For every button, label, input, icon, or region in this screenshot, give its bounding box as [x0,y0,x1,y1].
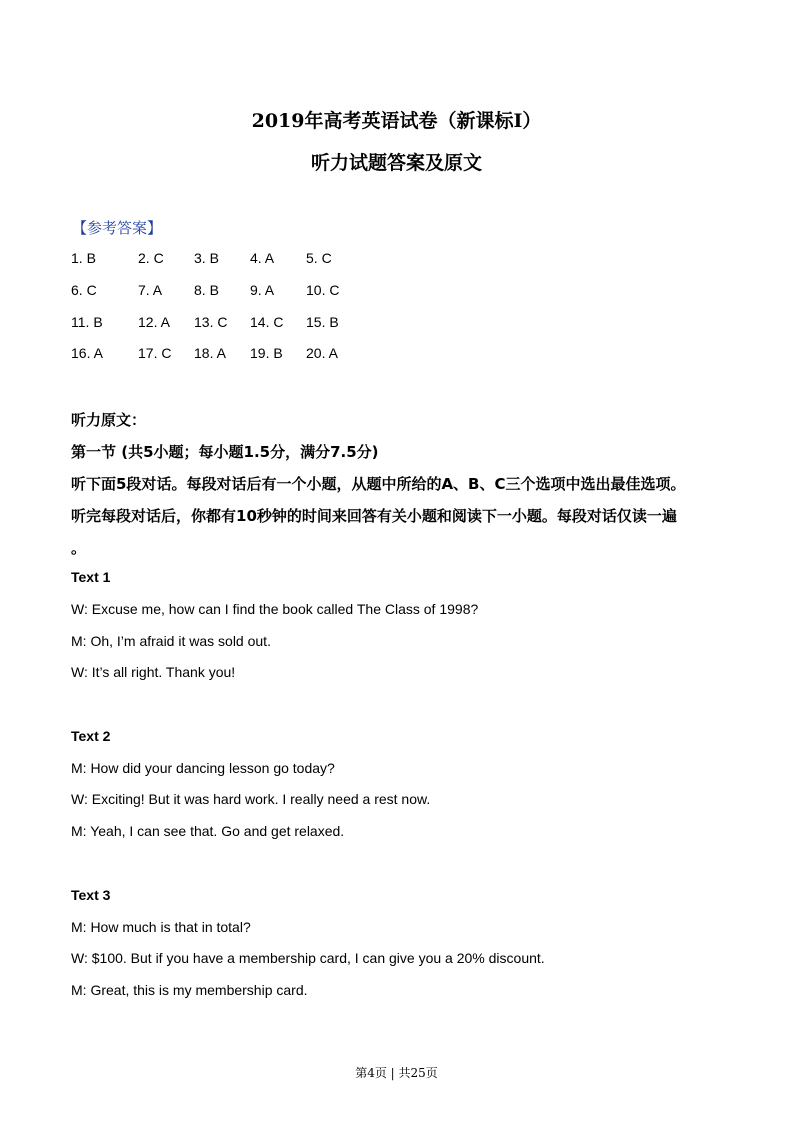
dialog-line: M: Oh, I’m afraid it was sold out. [71,633,271,649]
answer-item: 18. A [194,345,226,361]
answer-item: 13. C [194,314,228,330]
answer-item: 4. A [250,250,275,266]
text-heading: Text 2 [71,728,111,744]
answer-item: 5. C [306,250,332,266]
dialog-line: W: It’s all right. Thank you! [71,664,236,680]
document-title: 2019年高考英语试卷（新课标Ⅰ） [251,110,542,132]
answer-item: 10. C [306,282,340,298]
dialog-line: M: How did your dancing lesson go today? [71,760,335,776]
answer-item: 15. B [306,314,339,330]
instructions-line: 听完每段对话后，你都有10秒钟的时间来回答有关小题和阅读下一小题。每段对话仅读一遍 [71,507,677,525]
instructions-line: 。 [71,539,87,557]
answer-item: 1. B [71,250,96,266]
section-title: 第一节 (共5小题；每小题1.5分，满分7.5分) [71,443,379,461]
dialog-line: M: Great, this is my membership card. [71,982,308,998]
answer-item: 11. B [71,314,103,330]
dialog-line: M: Yeah, I can see that. Go and get relaxed. [71,823,345,839]
answer-item: 3. B [194,250,219,266]
document-subtitle: 听力试题答案及原文 [310,152,482,174]
instructions-line: 听下面5段对话。每段对话后有一个小题，从题中所给的A、B、C三个选项中选出最佳选项。 [71,475,686,493]
answer-item: 20. A [306,345,338,361]
dialog-line: W: $100. But if you have a membership card, I can give you a 20% discount. [71,950,545,966]
answer-item: 12. A [138,314,170,330]
text-heading: Text 1 [71,569,111,585]
dialog-line: W: Exciting! But it was hard work. I really need a rest now. [71,791,431,807]
page-footer: 第4页 | 共25页 [355,1066,438,1080]
text-heading: Text 3 [71,887,111,903]
answer-item: 17. C [138,345,172,361]
transcript-heading: 听力原文： [71,411,147,429]
answer-key-header: 【参考答案】 [72,220,163,237]
answer-item: 7. A [138,282,163,298]
answer-item: 14. C [250,314,284,330]
answer-item: 19. B [250,345,283,361]
answer-item: 2. C [138,250,164,266]
dialog-line: M: How much is that in total? [71,919,251,935]
dialog-line: W: Excuse me, how can I find the book called The Class of 1998? [71,601,479,617]
answer-item: 16. A [71,345,103,361]
answer-item: 8. B [194,282,219,298]
answer-item: 9. A [250,282,275,298]
answer-item: 6. C [71,282,97,298]
